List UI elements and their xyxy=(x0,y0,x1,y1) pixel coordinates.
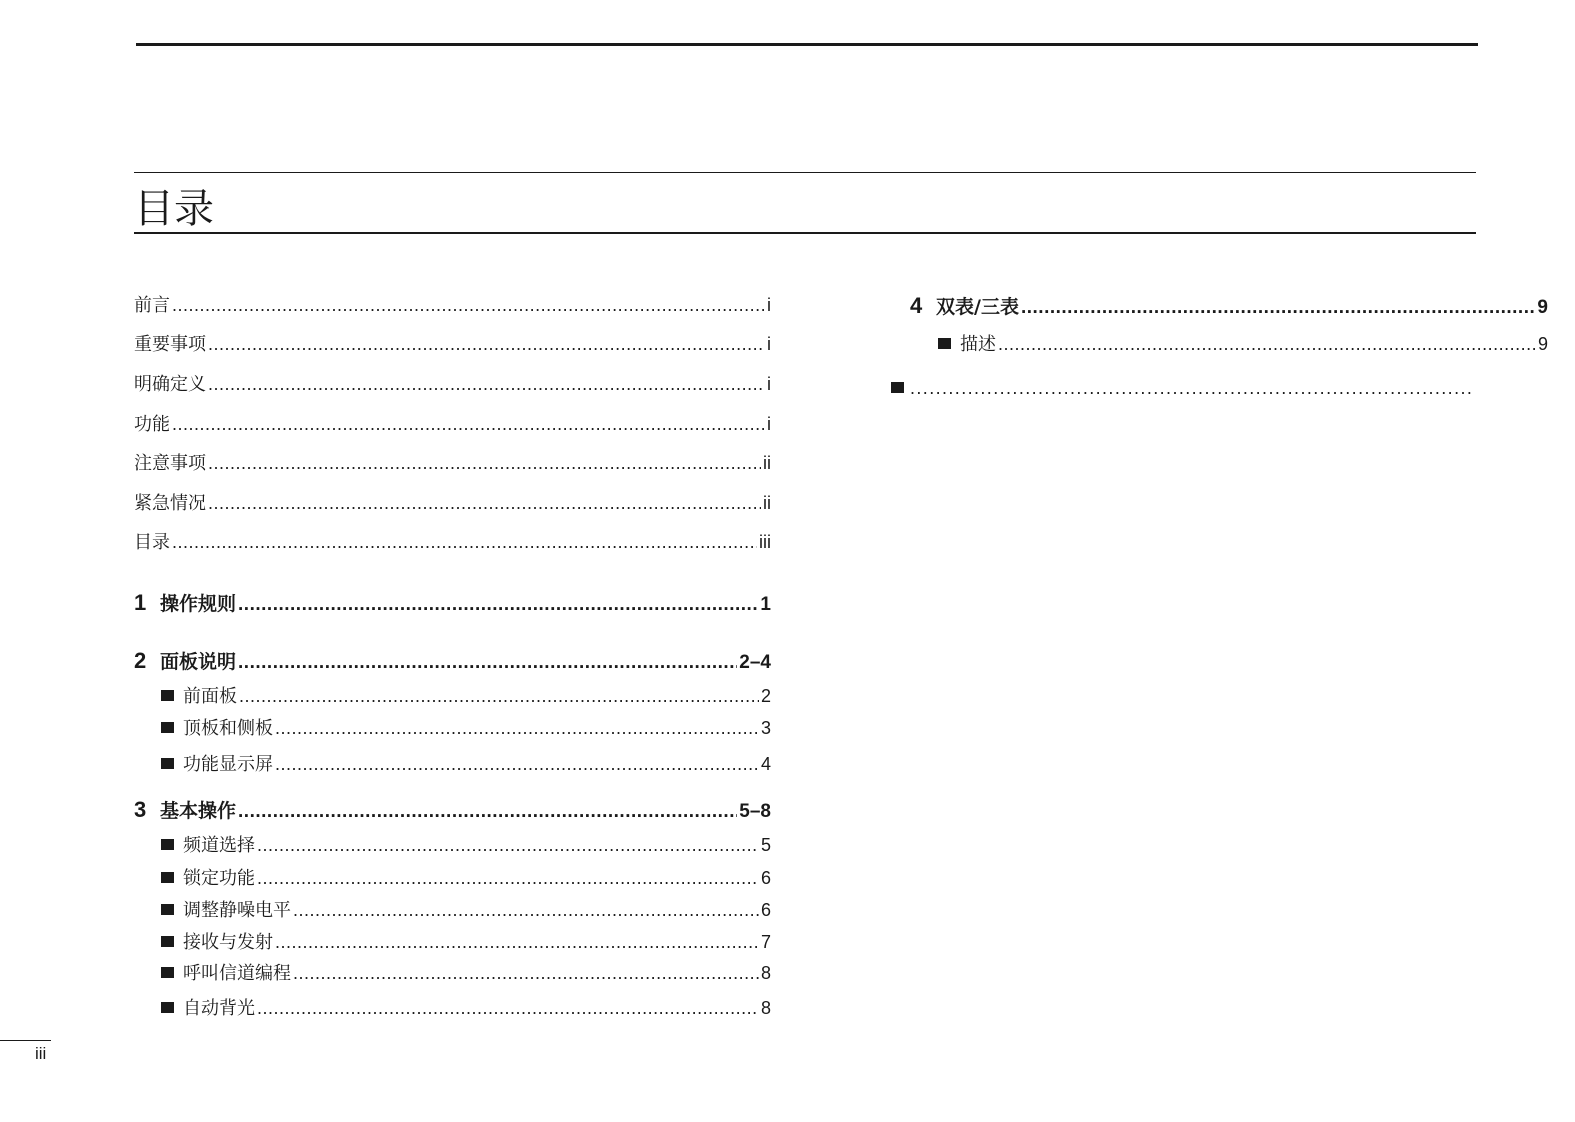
chapter-label: 面板说明 xyxy=(160,651,237,673)
toc-entry-page: ii xyxy=(763,453,771,473)
square-bullet-icon xyxy=(161,839,174,850)
dot-leader xyxy=(239,685,759,707)
toc-subentry[interactable] xyxy=(161,962,771,985)
dot-leader xyxy=(208,452,761,474)
toc-subentry[interactable] xyxy=(161,685,771,708)
toc-entry-page: i xyxy=(767,374,771,394)
toc-chapter-3[interactable] xyxy=(134,799,771,823)
subentry-label: 呼叫信道编程 xyxy=(183,963,291,984)
dot-leader xyxy=(293,899,759,921)
subentry-page: 8 xyxy=(760,998,771,1018)
dot-leader xyxy=(238,594,758,616)
toc-entry-page: i xyxy=(767,414,771,434)
toc-entry-label: 注意事项 xyxy=(134,453,206,474)
toc-entry-label: 重要事项 xyxy=(134,334,206,355)
toc-entry[interactable] xyxy=(134,452,771,475)
chapter-number: 1 xyxy=(134,590,147,615)
toc-chapter-1[interactable] xyxy=(134,592,771,616)
square-bullet-icon xyxy=(161,872,174,883)
square-bullet-icon xyxy=(161,758,174,769)
dot-leader xyxy=(293,962,759,984)
chapter-number: 4 xyxy=(910,293,923,318)
dot-leader xyxy=(172,413,765,435)
toc-entry-page: i xyxy=(767,295,771,315)
subentry-label: 频道选择 xyxy=(183,835,255,856)
dot-leader xyxy=(257,997,759,1019)
subentry-page: 5 xyxy=(760,835,771,855)
toc-entry[interactable] xyxy=(134,492,771,515)
dot-leader xyxy=(1021,297,1535,319)
dot-leader xyxy=(257,867,759,889)
subentry-label: 功能显示屏 xyxy=(183,754,273,775)
toc-entry[interactable] xyxy=(134,333,771,356)
chapter-label: 双表/三表 xyxy=(936,296,1019,318)
square-bullet-icon xyxy=(161,904,174,915)
subentry-label: 描述 xyxy=(960,334,996,355)
chapter-page: 5–8 xyxy=(739,801,771,822)
toc-chapter-4[interactable] xyxy=(910,295,1548,319)
toc-entry-label: 明确定义 xyxy=(134,374,206,395)
chapter-number: 3 xyxy=(134,797,147,822)
chapter-label: 基本操作 xyxy=(160,800,237,822)
subentry-page: 3 xyxy=(760,718,771,738)
toc-chapter-2[interactable] xyxy=(134,650,771,674)
subentry-label: 顶板和侧板 xyxy=(183,718,273,739)
toc-empty-entry[interactable] xyxy=(891,377,1476,399)
dot-leader xyxy=(172,294,765,316)
square-bullet-icon xyxy=(161,936,174,947)
subentry-page: 2 xyxy=(760,686,771,706)
square-bullet-icon xyxy=(161,967,174,978)
subentry-page: 9 xyxy=(1537,334,1548,354)
dot-leader xyxy=(208,333,765,355)
subentry-label: 接收与发射 xyxy=(183,932,273,953)
dot-leader xyxy=(910,377,1474,399)
toc-subentry[interactable] xyxy=(161,867,771,890)
subentry-page: 6 xyxy=(760,868,771,888)
toc-entry-page: iii xyxy=(759,532,771,552)
dot-leader xyxy=(238,652,737,674)
toc-entry[interactable] xyxy=(134,294,771,317)
dot-leader xyxy=(275,753,759,775)
footer-rule xyxy=(0,1040,51,1041)
chapter-page: 1 xyxy=(760,594,771,615)
square-bullet-icon xyxy=(161,722,174,733)
subentry-page: 8 xyxy=(760,963,771,983)
dot-leader xyxy=(172,531,757,553)
toc-subentry[interactable] xyxy=(938,333,1548,356)
subentry-label: 锁定功能 xyxy=(183,868,255,889)
page-title: 目录 xyxy=(134,186,214,232)
toc-subentry[interactable] xyxy=(161,717,771,740)
toc-subentry[interactable] xyxy=(161,931,771,954)
chapter-label: 操作规则 xyxy=(160,593,237,615)
square-bullet-icon xyxy=(161,690,174,701)
square-bullet-icon xyxy=(161,1002,174,1013)
toc-entry[interactable] xyxy=(134,531,771,554)
toc-subentry[interactable] xyxy=(161,753,771,776)
chapter-number: 2 xyxy=(134,648,147,673)
chapter-page: 2–4 xyxy=(739,652,771,673)
toc-entry-page: i xyxy=(767,334,771,354)
dot-leader xyxy=(998,333,1536,355)
square-bullet-icon xyxy=(891,382,904,393)
subentry-page: 7 xyxy=(760,932,771,952)
dot-leader xyxy=(208,492,761,514)
chapter-page: 9 xyxy=(1537,297,1548,318)
toc-entry-label: 紧急情况 xyxy=(134,493,206,514)
dot-leader xyxy=(275,717,759,739)
toc-entry[interactable] xyxy=(134,373,771,396)
page-number: iii xyxy=(35,1044,47,1063)
square-bullet-icon xyxy=(938,338,951,349)
toc-entry-label: 前言 xyxy=(134,295,170,316)
toc-right-column xyxy=(910,0,1548,1122)
toc-entry-page: ii xyxy=(763,493,771,513)
subentry-label: 自动背光 xyxy=(183,998,255,1019)
dot-leader xyxy=(208,373,765,395)
dot-leader xyxy=(257,834,759,856)
subentry-label: 前面板 xyxy=(183,686,237,707)
toc-entry-label: 功能 xyxy=(134,414,170,435)
toc-subentry[interactable] xyxy=(161,899,771,922)
subentry-page: 4 xyxy=(760,754,771,774)
toc-entry-label: 目录 xyxy=(134,532,170,553)
toc-left-column xyxy=(134,0,771,1122)
dot-leader xyxy=(238,801,737,823)
toc-entry[interactable] xyxy=(134,413,771,436)
toc-subentry[interactable] xyxy=(161,834,771,857)
toc-subentry[interactable] xyxy=(161,997,771,1020)
subentry-page: 6 xyxy=(760,900,771,920)
dot-leader xyxy=(275,931,759,953)
subentry-label: 调整静噪电平 xyxy=(183,900,291,921)
